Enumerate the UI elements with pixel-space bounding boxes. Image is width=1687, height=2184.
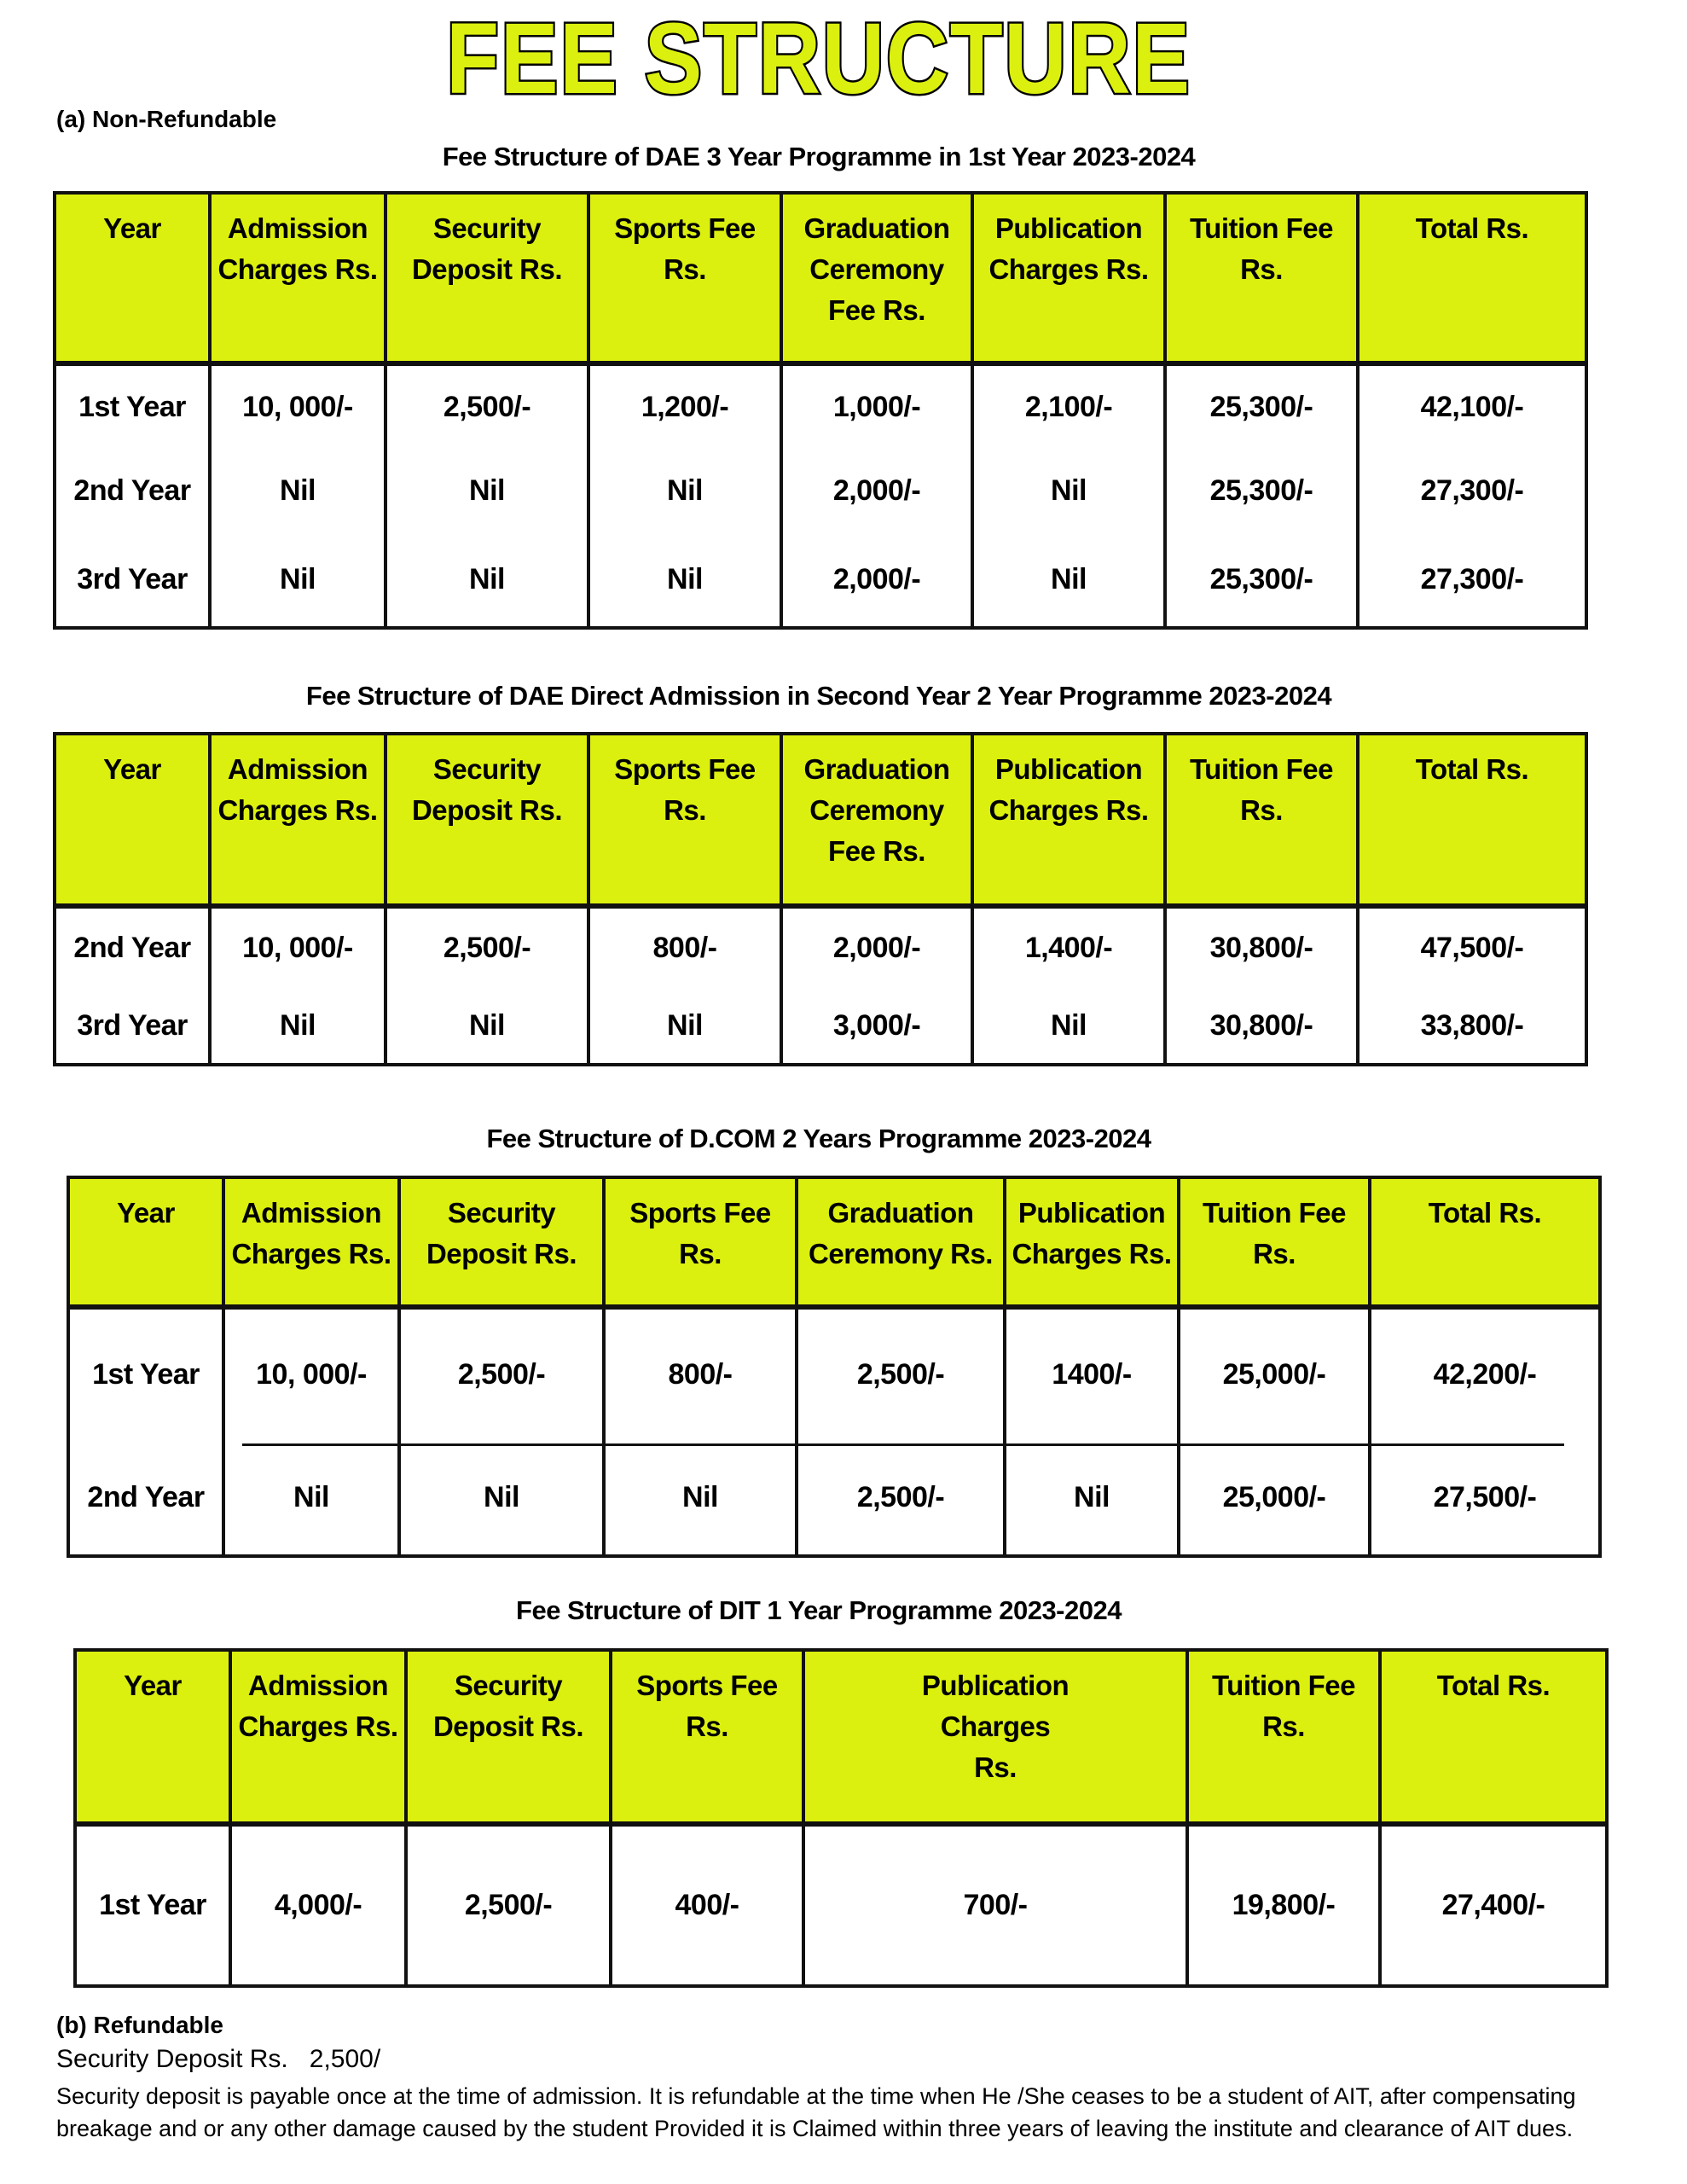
table-row bbox=[55, 532, 1586, 628]
cell-sports: Nil bbox=[588, 532, 781, 628]
cell-publication: 700/- bbox=[803, 1824, 1187, 1986]
cell-total: 27,500/- bbox=[1370, 1440, 1600, 1556]
header-admission: Admission Charges Rs. bbox=[210, 734, 386, 906]
table-caption-dit: Fee Structure of DIT 1 Year Programme 2023-2024 bbox=[516, 1595, 1122, 1625]
cell-graduation: 2,000/- bbox=[781, 532, 972, 628]
cell-total: 27,300/- bbox=[1358, 449, 1586, 532]
header-graduation: Graduation Ceremony Fee Rs. bbox=[781, 193, 972, 363]
table-row bbox=[68, 1307, 1600, 1440]
cell-total: 42,200/- bbox=[1370, 1307, 1600, 1440]
cell-graduation: 2,000/- bbox=[781, 906, 972, 988]
cell-publication: Nil bbox=[1005, 1440, 1179, 1556]
table-row bbox=[55, 449, 1586, 532]
cell-publication: Nil bbox=[972, 988, 1165, 1065]
header-publication: Publication Charges Rs. bbox=[1005, 1177, 1179, 1307]
cell-admission: 10, 000/- bbox=[223, 1307, 399, 1440]
fee-table-dae-3-year bbox=[53, 191, 1588, 630]
header-graduation: Graduation Ceremony Rs. bbox=[797, 1177, 1005, 1307]
fee-table-dae-direct-admission bbox=[53, 732, 1588, 1066]
header-sports: Sports Fee Rs. bbox=[604, 1177, 797, 1307]
header-admission: Admission Charges Rs. bbox=[210, 193, 386, 363]
header-security: Security Deposit Rs. bbox=[406, 1650, 611, 1824]
cell-publication: 2,100/- bbox=[972, 363, 1165, 449]
cell-security: Nil bbox=[399, 1440, 604, 1556]
section-b-label: (b) Refundable bbox=[56, 2012, 223, 2038]
cell-tuition: 25,000/- bbox=[1179, 1307, 1370, 1440]
fee-table-dit bbox=[73, 1648, 1609, 1988]
header-total: Total Rs. bbox=[1380, 1650, 1607, 1824]
cell-sports: 1,200/- bbox=[588, 363, 781, 449]
header-sports: Sports Fee Rs. bbox=[588, 734, 781, 906]
header-year: Year bbox=[68, 1177, 223, 1307]
header-publication: Publication Charges Rs. bbox=[803, 1650, 1187, 1824]
cell-graduation: 2,000/- bbox=[781, 449, 972, 532]
cell-year: 2nd Year bbox=[55, 906, 210, 988]
header-tuition: Tuition Fee Rs. bbox=[1179, 1177, 1370, 1307]
table-row bbox=[55, 906, 1586, 988]
table-caption-dae-direct-admission: Fee Structure of DAE Direct Admission in Second Year 2 Year Programme 2023-2024 bbox=[305, 681, 1332, 711]
cell-publication: Nil bbox=[972, 532, 1165, 628]
table-row bbox=[68, 1440, 1600, 1556]
cell-admission: Nil bbox=[223, 1440, 399, 1556]
cell-total: 47,500/- bbox=[1358, 906, 1586, 988]
fee-table-dcom bbox=[67, 1176, 1602, 1558]
header-year: Year bbox=[75, 1650, 230, 1824]
cell-year: 2nd Year bbox=[55, 449, 210, 532]
cell-sports: Nil bbox=[588, 449, 781, 532]
cell-security: 2,500/- bbox=[386, 363, 588, 449]
section-a-label: (a) Non-Refundable bbox=[56, 106, 277, 132]
cell-total: 27,400/- bbox=[1380, 1824, 1607, 1986]
cell-admission: Nil bbox=[210, 449, 386, 532]
cell-year: 3rd Year bbox=[55, 532, 210, 628]
cell-year: 3rd Year bbox=[55, 988, 210, 1065]
header-year: Year bbox=[55, 193, 210, 363]
header-tuition: Tuition Fee Rs. bbox=[1187, 1650, 1380, 1824]
header-security: Security Deposit Rs. bbox=[386, 193, 588, 363]
header-total: Total Rs. bbox=[1358, 734, 1586, 906]
row-divider bbox=[242, 1443, 1564, 1446]
cell-total: 42,100/- bbox=[1358, 363, 1586, 449]
cell-year: 1st Year bbox=[68, 1307, 223, 1440]
table-row bbox=[55, 363, 1586, 449]
cell-tuition: 25,000/- bbox=[1179, 1440, 1370, 1556]
header-security: Security Deposit Rs. bbox=[399, 1177, 604, 1307]
cell-year: 1st Year bbox=[75, 1824, 230, 1986]
header-publication: Publication Charges Rs. bbox=[972, 193, 1165, 363]
cell-admission: Nil bbox=[210, 988, 386, 1065]
cell-sports: 800/- bbox=[604, 1307, 797, 1440]
cell-tuition: 25,300/- bbox=[1165, 363, 1358, 449]
cell-admission: 10, 000/- bbox=[210, 363, 386, 449]
cell-graduation: 2,500/- bbox=[797, 1307, 1005, 1440]
header-year: Year bbox=[55, 734, 210, 906]
page-title: FEE STRUCTURE bbox=[446, 3, 1191, 115]
cell-tuition: 25,300/- bbox=[1165, 449, 1358, 532]
cell-tuition: 30,800/- bbox=[1165, 988, 1358, 1065]
header-tuition: Tuition Fee Rs. bbox=[1165, 193, 1358, 363]
cell-security: 2,500/- bbox=[406, 1824, 611, 1986]
cell-graduation: 2,500/- bbox=[797, 1440, 1005, 1556]
refund-note: Security deposit is payable once at the time of admission. It is refundable at the time when He /She ceases to be a student of AIT, after compensating breakage and or any other damage caused by the student Provided it is Claimed within three years of leaving the institute and clearance of AIT dues. bbox=[56, 2083, 1576, 2141]
cell-sports: 800/- bbox=[588, 906, 781, 988]
cell-admission: 4,000/- bbox=[230, 1824, 406, 1986]
cell-year: 2nd Year bbox=[68, 1440, 223, 1556]
table-caption-dae-3-year: Fee Structure of DAE 3 Year Programme in 1st Year 2023-2024 bbox=[442, 142, 1196, 171]
cell-security: 2,500/- bbox=[399, 1307, 604, 1440]
header-admission: Admission Charges Rs. bbox=[230, 1650, 406, 1824]
cell-security: Nil bbox=[386, 988, 588, 1065]
cell-sports: Nil bbox=[604, 1440, 797, 1556]
cell-publication: Nil bbox=[972, 449, 1165, 532]
cell-security: Nil bbox=[386, 532, 588, 628]
header-sports: Sports Fee Rs. bbox=[588, 193, 781, 363]
header-total: Total Rs. bbox=[1358, 193, 1586, 363]
header-admission: Admission Charges Rs. bbox=[223, 1177, 399, 1307]
header-tuition: Tuition Fee Rs. bbox=[1165, 734, 1358, 906]
header-security: Security Deposit Rs. bbox=[386, 734, 588, 906]
cell-publication: 1,400/- bbox=[972, 906, 1165, 988]
cell-total: 27,300/- bbox=[1358, 532, 1586, 628]
cell-security: 2,500/- bbox=[386, 906, 588, 988]
cell-graduation: 1,000/- bbox=[781, 363, 972, 449]
header-sports: Sports Fee Rs. bbox=[611, 1650, 803, 1824]
security-deposit-line: Security Deposit Rs. 2,500/ bbox=[56, 2045, 381, 2073]
header-graduation: Graduation Ceremony Fee Rs. bbox=[781, 734, 972, 906]
cell-security: Nil bbox=[386, 449, 588, 532]
cell-total: 33,800/- bbox=[1358, 988, 1586, 1065]
cell-publication: 1400/- bbox=[1005, 1307, 1179, 1440]
cell-sports: Nil bbox=[588, 988, 781, 1065]
cell-sports: 400/- bbox=[611, 1824, 803, 1986]
table-caption-dcom: Fee Structure of D.COM 2 Years Programme 2023-2024 bbox=[486, 1124, 1151, 1153]
cell-year: 1st Year bbox=[55, 363, 210, 449]
cell-admission: Nil bbox=[210, 532, 386, 628]
cell-admission: 10, 000/- bbox=[210, 906, 386, 988]
cell-tuition: 25,300/- bbox=[1165, 532, 1358, 628]
cell-tuition: 30,800/- bbox=[1165, 906, 1358, 988]
table-row bbox=[75, 1824, 1607, 1986]
header-publication: Publication Charges Rs. bbox=[972, 734, 1165, 906]
header-total: Total Rs. bbox=[1370, 1177, 1600, 1307]
cell-graduation: 3,000/- bbox=[781, 988, 972, 1065]
table-row bbox=[55, 988, 1586, 1065]
cell-tuition: 19,800/- bbox=[1187, 1824, 1380, 1986]
